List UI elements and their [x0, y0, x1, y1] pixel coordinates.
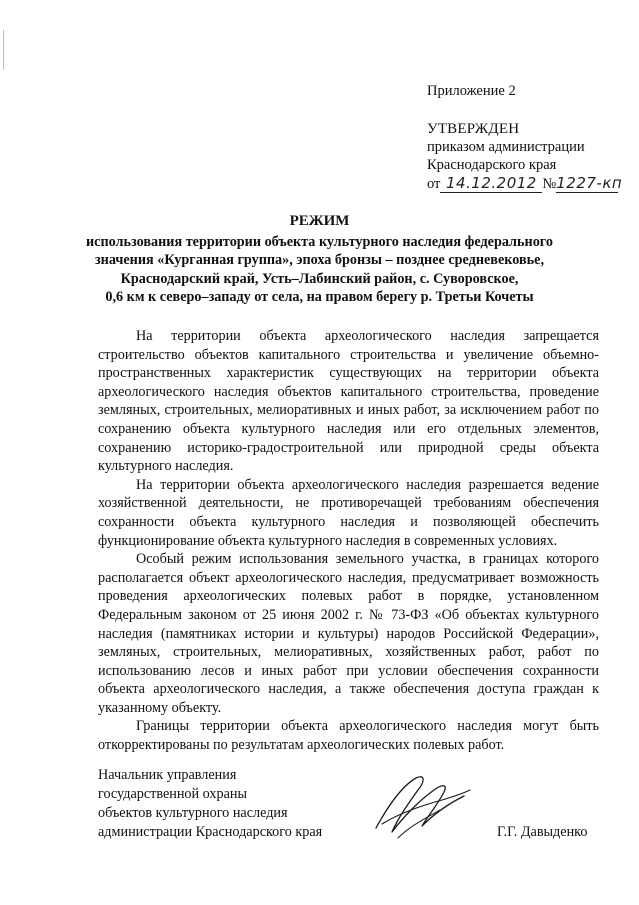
paragraph-4: Границы территории объекта археологического наследия могут быть откорректированы по результатам археологических полевых работ. — [98, 718, 599, 754]
paragraph-1: На территории объекта археологического наследия запрещается строительство объектов капитального строительства и увеличение объемно-пространственных характеристик существующих на территории объекта археологического наследия объектов капитального строительства, проведение земляных, строительных, мелиоративных и иных работ, за исключением работ по сохранению объекта культурного наследия или его отдельных элементов, сохранению историко-градостроительной или природной среды объекта культурного наследия. — [98, 328, 599, 475]
appendix-label: Приложение 2 — [427, 83, 516, 99]
paragraph-3: Особый режим использования земельного участка, в границах которого располагается объект археологического наследия, предусматривает возможность проведения археологических полевых работ в порядке, установленном Федеральным законом от 25 июня 2002 г. № 73-ФЗ «Об объектах культурного наследия (памятниках истории и культуры) народов Российской Федерации», земляных, строительных, мелиоративных, хозяйственных работ, работ по использованию лесов и иных работ при условии обеспечения сохранности объекта археологического наследия, а также обеспечения доступа граждан к указанному объекту. — [98, 551, 599, 716]
approved-line-2: Краснодарского края — [427, 157, 557, 173]
document-title — [0, 212, 639, 307]
order-from-label: от — [427, 176, 441, 192]
title-head: РЕЖИМ — [289, 213, 350, 229]
handwritten-signature — [368, 766, 478, 846]
approved-line-1: приказом администрации — [427, 139, 585, 155]
approval-block — [427, 120, 623, 193]
order-number: 1227-кп — [556, 174, 623, 192]
title-line-4: 0,6 км к северо–западу от села, на правом берегу р. Третьи Кочеты — [105, 289, 534, 305]
signatory-line-4: администрации Краснодарского края — [98, 824, 323, 840]
signatory-line-1: Начальник управления — [98, 767, 237, 783]
body-text — [98, 327, 599, 755]
title-line-3: Краснодарский край, Усть–Лабинский район, с. Суворовское, — [120, 270, 519, 287]
title-line-1: использования территории объекта культурного наследия федерального — [86, 233, 553, 250]
signatory-line-2: государственной охраны — [98, 786, 248, 802]
order-line — [427, 174, 623, 193]
paragraph-2: На территории объекта археологического наследия разрешается ведение хозяйственной деятельности, не противоречащей требованиям обеспечения сохранности объекта культурного наследия и позволяющей обеспечить функционирование объекта культурного наследия в современных условиях. — [98, 476, 599, 549]
signatory-position — [98, 766, 322, 842]
approved-title: УТВЕРЖДЕН — [427, 121, 520, 137]
margin-mark — [3, 30, 4, 70]
order-number-label: № — [542, 176, 557, 192]
title-line-2: значения «Курганная группа», эпоха бронзы – позднее средневековье, — [94, 252, 544, 268]
signatory-line-3: объектов культурного наследия — [98, 805, 288, 821]
signatory-name: Г.Г. Давыденко — [497, 824, 588, 840]
order-date: 14.12.2012 — [440, 174, 542, 193]
